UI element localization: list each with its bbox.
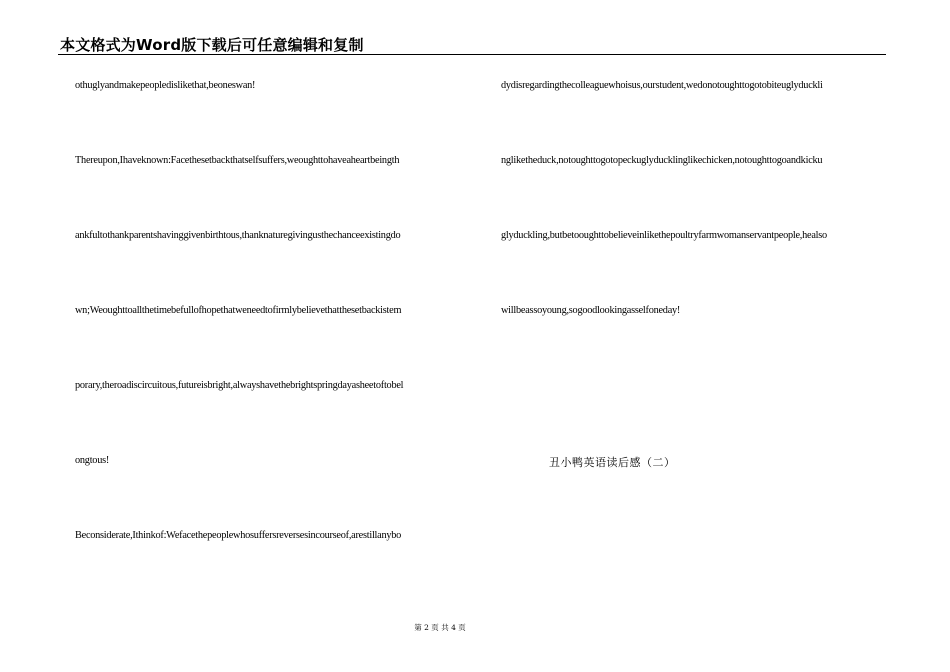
right-column-line-1: dydisregardingthecolleaguewhoisus,ourstudent,wedonotoughttogotobiteuglyduckli xyxy=(501,80,823,91)
page-number: 第 2 页 共 4 页 xyxy=(414,623,466,632)
right-column-line-3: glyduckling,butbetooughttobelieveinlikethepoultryfarmwomanservantpeople,healso xyxy=(501,230,827,241)
document-header-title: 本文格式为Word版下载后可任意编辑和复制 xyxy=(60,36,364,54)
left-column-line-4: wn;Weoughttoallthetimebefullofhopethatweneedtofirmlybelievethatthesetbackistem xyxy=(75,305,402,316)
left-column-line-6: ongtous! xyxy=(75,455,110,466)
section-title: 丑小鸭英语读后感（二） xyxy=(549,456,676,469)
right-column-line-2: ngliketheduck,notoughttogotopeckuglyducklinglikechicken,notoughttogoandkicku xyxy=(501,155,823,166)
left-column-line-1: othuglyandmakepeopledislikethat,beoneswan! xyxy=(75,80,256,91)
header-divider xyxy=(58,54,886,55)
left-column-line-3: ankfultothankparentshavinggivenbirthtous,thanknaturegivingusthechanceexistingdo xyxy=(75,230,401,241)
left-column-line-2: Thereupon,Ihaveknown:Facethesetbackthatselfsuffers,weoughttohaveaheartbeingth xyxy=(75,155,400,166)
left-column-line-7: Beconsiderate,Ithinkof:Wefacethepeoplewhosuffersreversesincourseof,arestillanybo xyxy=(75,530,402,541)
left-column-line-5: porary,theroadiscircuitous,futureisbright,alwayshavethebrightspringdayasheetoftobel xyxy=(75,380,404,391)
right-column-line-4: willbeassoyoung,sogoodlookingasselfoneday! xyxy=(501,305,681,316)
